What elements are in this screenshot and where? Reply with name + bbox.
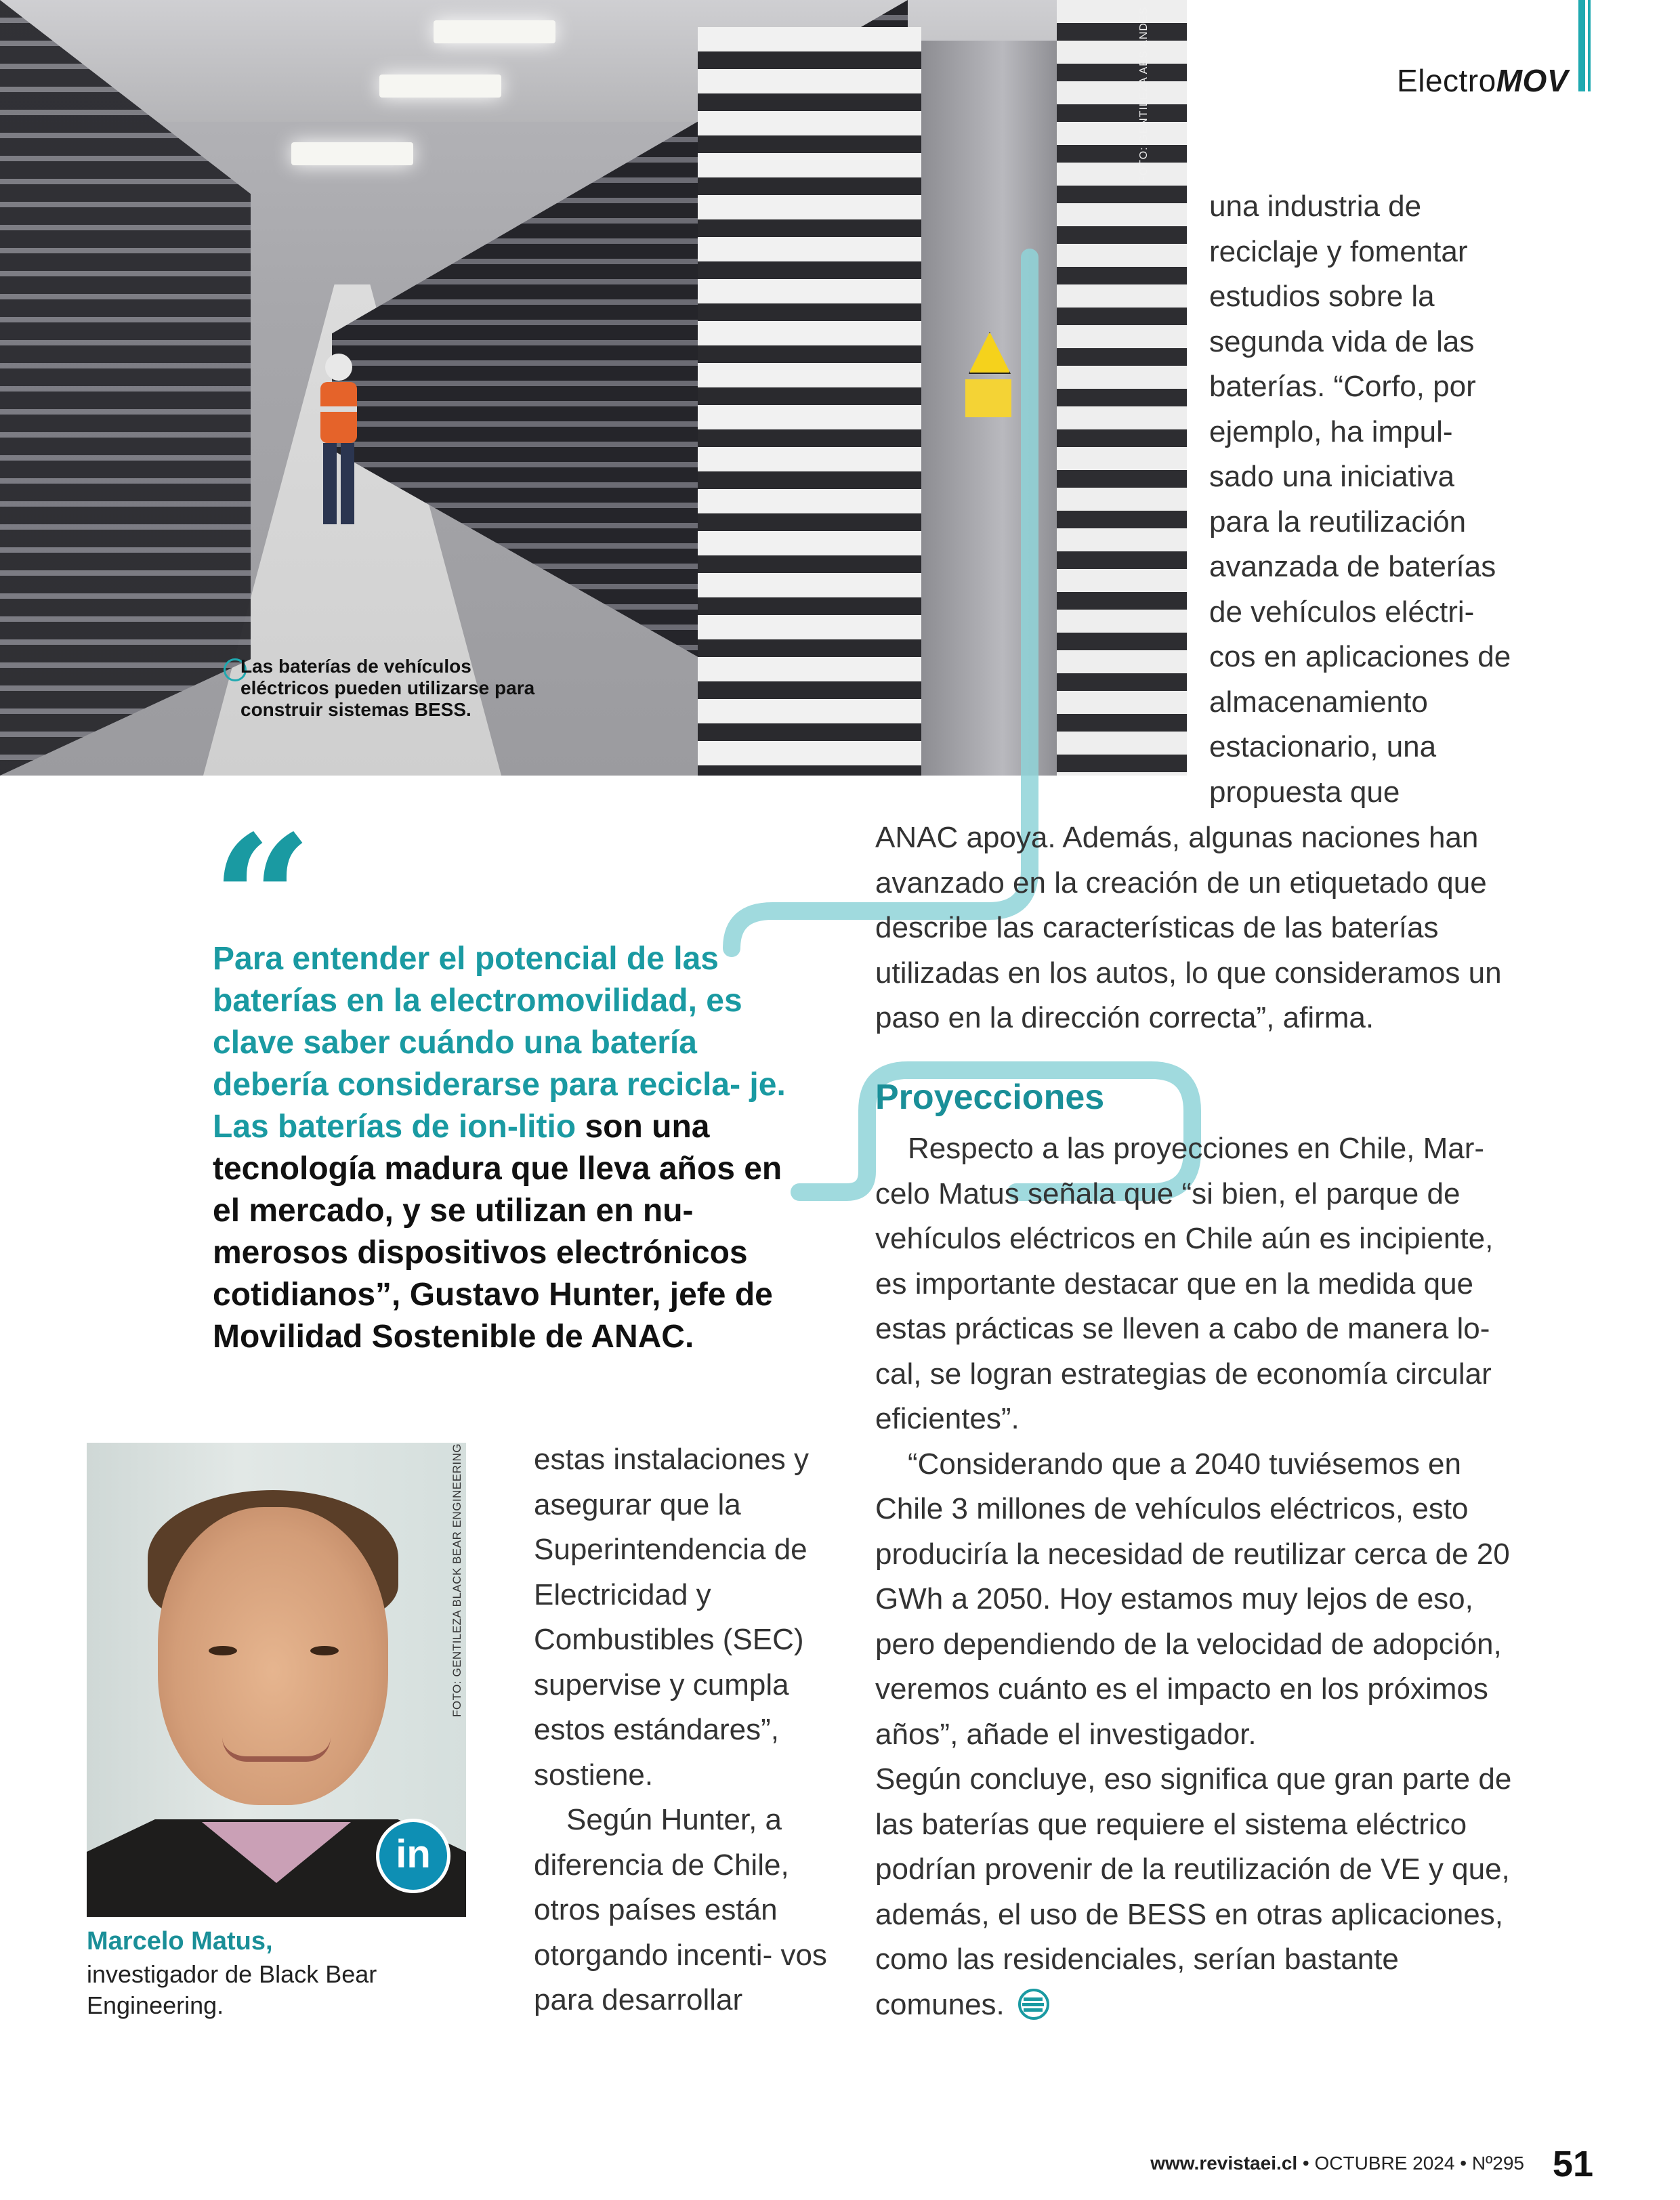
paragraph: Según Hunter, a diferencia de Chile, otros países están otorgando incenti- vos para desarrollar: [534, 1803, 827, 2016]
portrait-name: Marcelo Matus,: [87, 1927, 273, 1955]
footer-sep: •: [1297, 2153, 1315, 2174]
pull-quote: [213, 938, 789, 1358]
paragraph: una industria de reciclaje y fomentar estudios sobre la segunda vida de las baterías. “Corfo, por ejemplo, ha impul- sado una iniciativa para la reutilización avanzada de baterías de vehículos eléctri- cos en aplicaciones de almacenamiento estacionario, una propuesta que: [1209, 190, 1511, 809]
hero-photo-credit: FOTO: GENTILEZA AES ANDES: [1138, 6, 1150, 183]
paragraph: Según concluye, eso significa que gran parte de las baterías que requiere el sistema eléctrico podrían provenir de la reutilización de VE y que, además, el uso de BESS en otras aplicaciones, como las residenciales, serían bastante comunes.: [875, 1762, 1512, 2021]
article-text-projections: [875, 1126, 1526, 2027]
end-mark-icon: [1018, 1989, 1049, 2020]
linkedin-icon[interactable]: in: [376, 1819, 450, 1893]
portrait-eye: [310, 1646, 339, 1655]
section-tag-bold: MOV: [1496, 63, 1568, 98]
paragraph: estas instalaciones y asegurar que la Superintendencia de Electricidad y Combustibles (SEC) supervise y cumpla estos estándares”, sostiene.: [534, 1443, 809, 1792]
footer: [1150, 2153, 1524, 2174]
portrait-role: investigador de Black Bear Engineering.: [87, 1960, 377, 2019]
quote-mark-icon: “: [211, 797, 313, 1004]
article-text-middle: [534, 1437, 832, 2023]
page-number: 51: [1552, 2144, 1593, 2184]
footer-site: www.revistaei.cl: [1150, 2153, 1298, 2174]
footer-date: OCTUBRE 2024: [1314, 2153, 1455, 2174]
portrait-mouth: [222, 1737, 331, 1762]
paragraph: “Considerando que a 2040 tuviésemos en Chile 3 millones de vehículos eléctricos, esto produciría la necesidad de reutilizar cerca de 20 GWh a 2050. Hoy estamos muy lejos de eso, pero dependiendo de la velocidad de adopción, veremos cuánto es el impacto en los próximos años”, añade el investigador.: [875, 1447, 1510, 1751]
article-text-right: [875, 816, 1526, 1041]
subheading: Proyecciones: [875, 1078, 1105, 1117]
pull-quote-teal: Para entender el potencial de las baterías en la electromovilidad, es clave saber cuándo una batería debería considerarse para recicla- je. Las baterías de ion-litio: [213, 941, 786, 1145]
portrait-photo-credit: FOTO: GENTILEZA BLACK BEAR ENGINEERING: [450, 1443, 463, 1717]
paragraph: ANAC apoya. Además, algunas naciones han avanzado en la creación de un etiquetado que describe las características de las baterías utilizadas en los autos, lo que consideramos un paso en la dirección correcta”, afirma.: [875, 821, 1502, 1034]
footer-issue: Nº295: [1471, 2153, 1524, 2174]
portrait-eye: [209, 1646, 237, 1655]
section-tag-light: Electro: [1397, 63, 1496, 98]
pull-quote-dark: son una tecnología madura que lleva años en el mercado, y se utilizan en nu- merosos dispositivos electrónicos cotidianos”, Gustavo Hunter, jefe de Movilidad Sostenible de ANAC.: [213, 1109, 782, 1355]
article-text-right-top: [1209, 184, 1521, 815]
paragraph: Respecto a las proyecciones en Chile, Mar- celo Matus señala que “si bien, el parque de vehículos eléctricos en Chile aún es incipiente, es importante destacar que en la medida que estas prácticas se lleven a cabo de manera lo- cal, se logran estrategias de economía circular eficientes”.: [875, 1132, 1494, 1435]
hero-caption: Las baterías de vehículos eléctricos pueden utilizarse para construir sistemas BESS.: [240, 656, 535, 720]
footer-sep: •: [1454, 2153, 1472, 2174]
